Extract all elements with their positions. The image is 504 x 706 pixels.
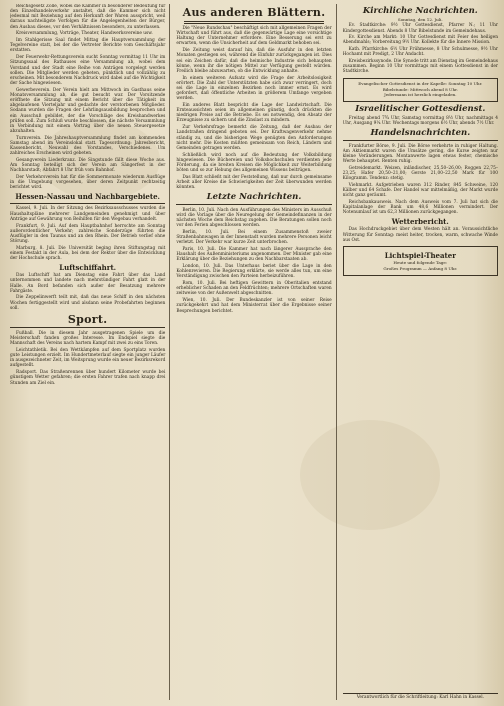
paragraph: Turnverein. Die Jahreshauptversammlung findet am kommenden Samstag abend im Vereinslokal statt. Tagesordnung: Jahresbericht, Kassenbericht, Neuwahl des Vorstandes, Verschiedenes. Um zahlreiches Erscheinen wird gebeten. (10, 135, 166, 157)
paragraph: Fußball. Die in diesem Jahr ausgetragenen Spiele um die Meisterschaft fanden großes Interesse. Im Endspiel siegte die Mannschaft des Vereins nach hartem Kampf mit zwei zu eins Toren. (10, 330, 166, 347)
paragraph: Ein anderes Blatt bespricht die Lage der Landwirtschaft. Die Ernteaussichten seien im allgemeinen günstig, doch drückten die niedrigen Preise auf die Betriebe. Es sei notwendig, den Absatz der Erzeugnisse zu sichern und die Zinslast zu mindern. (176, 102, 332, 124)
notice-line: Bibelstunde: Mittwoch abend 8 Uhr. (382, 86, 458, 92)
notice-line: Evangelischer Gottesdienst in der Kapelle: Sonntag 10 Uhr. (358, 80, 483, 86)
paragraph: Reichsbankausweis. Nach dem Ausweis vom 7. Juli hat sich die Kapitalanlage der Bank um 48,6 Millionen vermindert. Der Notenumlauf ist um 62,3 Millionen zurückgegangen. (342, 199, 498, 216)
paragraph: Kreisversammlung, Vorträge, Theater, Handwerksvereine usw. (16, 31, 153, 37)
paragraph: Reichsgesetz Zölle, wobei die Kammer in besonderer Bedeutung für den Einzelhandelsverkehr anstaltet, daß die Kammer sich nicht jedesmal mit Beziehung auf den Herkunft der Waren ausspricht, weil daraus nachteiligste Vorfolgen für die Angelegenheiten der Bürger, den Ausbau dieses, vor den Verhältnissen besonders, zu unterlassen. (10, 4, 166, 30)
column-1 (10, 4, 170, 700)
paragraph: Berlin, 10. Juli. Nach den Ausführungen des Ministers im Ausschuß wird die Vorlage über die Neuregelung der Gemeindefinanzen in der nächsten Woche dem Reichstag zugehen. Die Beratungen sollen noch vor den Ferien abgeschlossen werden. (176, 207, 332, 229)
paragraph: Im Stahlgerisse Saal findet Mittag die Hauptversammlung der Tegelvereine statt, bei der die Vertreter Berichte vom Geschäftsjahr erstatten. (10, 38, 166, 54)
paragraph: Kreisbezirkssynode. Die Synode tritt am Dienstag im Gemeindehaus zusammen. Beginn 10 Uhr vormittags mit einem Gottesdienst in der Stadtkirche. (342, 59, 498, 75)
advertisement-box (343, 246, 498, 276)
col1-blocks (10, 4, 165, 190)
paragraph: Das Blatt schließt mit der Feststellung, daß nur durch gemeinsame Arbeit aller Kreise die Schwierigkeiten der Zeit überwunden werden könnten. (176, 174, 332, 191)
paragraph: Freitag abend 7¾ Uhr, Samstag vormittag 8½ Uhr, nachmittags 4 Uhr, Ausgang 9¼ Uhr. Wochentags morgens 6½ Uhr, abends 7½ Uhr. (342, 115, 498, 126)
advertisement-title: Lichtspiel-Theater (384, 250, 456, 260)
paragraph: Gewerbeverein. Der Verein hielt am Mittwoch im Gasthaus seine Monatsversammlung ab, die gut besucht war. Der Vorsitzende eröffnete die Sitzung mit einem Bericht über die Tätigkeit im abgelaufenen Vierteljahr und gedachte der verstorbenen Mitglieder. Sodann wurden die Fragen der Lehrlingsausbildung besprochen und ein Ausschuß gebildet, der die Vorschläge des Kreishandwerkes prüfen soll. Zum Schluß wurde beschlossen, die nächste Versammlung in Verbindung mit einem Vortrag über die neuen Steuergesetze abzuhalten. (10, 87, 166, 134)
paragraph: Frankfurt, 9. Juli. Auf dem Hauptbahnhof herrschte am Sonntag außerordentlicher Verkehr; zahlreiche Sonderzüge führten die Ausflügler in den Taunus und an den Rhein. Der Betrieb verlief ohne Störung. (10, 223, 166, 244)
paragraph: Paris, 10. Juli. Die Kammer hat nach längerer Aussprache den Haushalt des Außenministeriums angenommen. Der Minister gab eine Erklärung über die Beziehungen zu den Nachbarstaaten ab. (176, 247, 332, 263)
paragraph: Rom, 10. Juli. Bei heftigen Gewittern in Oberitalien entstand erheblicher Schaden an den Feldfrüchten; mehrere Ortschaften waren zeitweise von der Außenwelt abgeschnitten. (176, 281, 332, 297)
page-footer: Verantwortlich für die Schriftleitung: Karl Hahn in Kassel. (343, 693, 498, 700)
section-heading: Letzte Nachrichten. (206, 192, 302, 203)
paragraph: Wien, 10. Juli. Der Bundeskanzler ist von seiner Reise zurückgekehrt und hat dem Ministerrat über die Ergebnisse seiner Besprechungen berichtet. (176, 298, 332, 314)
paragraph: Der Feuerwehr-Rettungsverein sucht Sonntag vormittag 11 Uhr im Sitzungssaal des Rathauses eine Versammlung ab, wobei dem Vorstand und der Stadt eine Reihe von Anträgen vorgelegt werden sollen. Die Mitglieder werden gebeten, pünktlich und vollzählig zu erscheinen. Mit besonderem Nachdruck wird dabei auf die Wichtigkeit der Sache hingewiesen. (10, 55, 166, 86)
paragraph: Die Zeitung weist darauf hin, daß die Ausfuhr in den letzten Monaten gestiegen sei, während die Einfuhr zurückgegangen ist. Dies sei ein Zeichen dafür, daß die heimische Industrie sich behaupten könne, wenn ihr die nötigen Mittel zur Verfügung gestellt würden. Freilich bleibe abzuwarten, ob die Entwicklung anhalte. (176, 48, 332, 74)
divider (10, 203, 165, 204)
advertisement-line: Heute und folgende Tage: (393, 259, 448, 265)
divider (343, 140, 498, 141)
section-heading: Hessen-Nassau und Nachbargebiete. (15, 192, 160, 202)
paragraph: Marburg, 8. Juli. Die Universität beging ihren Stiftungstag mit einem Festakt in der Aula, bei dem der Rektor über die Entwicklung der Hochschule sprach. (10, 245, 166, 262)
section-heading: Aus anderen Blättern. (182, 6, 326, 19)
divider (176, 204, 331, 205)
paragraph: Zur Verkehrsfrage bemerkt die Zeitung, daß der Ausbau der Landstraßen dringend geboten sei. Der Kraftwagenverkehr nehme ständig zu, und die bisherigen Wege genügten den Anforderungen nicht mehr. Die Kosten müßten gemeinsam von Reich, Ländern und Gemeinden getragen werden. (176, 125, 332, 151)
notice-line: Jedermann ist herzlich eingeladen. (384, 92, 457, 98)
divider (184, 21, 323, 24)
section-heading: Israelitischer Gottesdienst. (355, 104, 486, 115)
paragraph: Ev. Stadtkirche: 9½ Uhr Gottesdienst, Pfarrer N.; 11 Uhr Kindergottesdienst. Abends 8 Uhr Bibelstunde im Gemeindehaus. (342, 23, 498, 34)
paragraph: Die Zeppelinwerft teilt mit, daß das neue Schiff in den nächsten Wochen fertiggestellt wird und alsdann seine Probefahrten beginnen soll. (10, 295, 166, 311)
section-heading: Luftschiffahrt. (59, 263, 117, 273)
date-line: Sonntag, den 12. Juli. (397, 16, 443, 22)
paragraph: Ev. Kirche am Markt: 10 Uhr Gottesdienst mit Feier des heiligen Abendmahls; Vorbereitung 9½ Uhr. Kollekte für die Innere Mission. (342, 35, 498, 46)
paragraph: In einem weiteren Aufsatz wird die Frage der Arbeitslosigkeit erörtert. Die Zahl der Unterstützten habe sich zwar verringert, doch sei die Lage in einzelnen Bezirken noch immer ernst. Es wird gefordert, daß öffentliche Arbeiten in größerem Umfange vergeben werden. (176, 75, 332, 102)
paragraph: Schließlich wird noch auf die Bedeutung der Volksbildung hingewiesen. Die Büchereien und Volkshochschulen verdienten jede Förderung, da sie breiten Kreisen die Möglichkeit zur Weiterbildung böten und so zur Hebung des allgemeinen Wissens beitrügen. (176, 152, 332, 174)
paragraph: Frankfurter Börse, 9. Juli. Die Börse verkehrte in ruhiger Haltung. Am Aktienmarkt waren die Umsätze gering, die Kurse zeigten nur kleine Veränderungen. Montanwerte lagen etwas fester, chemische Werte behauptet. Renten ruhig. (342, 143, 498, 165)
paragraph: Viehmarkt. Aufgetrieben waren 312 Rinder, 845 Schweine, 120 Kälber und 64 Schafe. Der Handel war mittelmäßig, der Markt wurde nicht ganz geräumt. (342, 182, 498, 199)
divider (10, 327, 165, 328)
paragraph: Getreidemarkt. Weizen, inländischer, 25,50–26,00; Roggen 22,75–23,25; Hafer 20,50–21,00; Gerste 21,00–22,50 Mark für 100 Kilogramm. Tendenz: stetig. (342, 165, 498, 182)
section-heading: Handelsnachrichten. (370, 128, 471, 139)
paragraph: Das Hochdruckgebiet über dem Westen hält an. Voraussichtliche Witterung für Sonntag: meist heiter, trocken, warm, schwache Winde aus Ost. (342, 227, 498, 243)
paragraph: Leichtathletik. Bei den Wettkämpfen auf dem Sportplatz wurden gute Leistungen erzielt. Im Hundertmeterlauf siegte ein junger Läufer in ausgezeichneter Zeit, im Weitsprung wurde ein neuer Bezirksrekord aufgestellt. (10, 347, 166, 369)
section-heading: Sport. (67, 312, 108, 326)
section-heading: Kirchliche Nachrichten. (362, 6, 478, 16)
paragraph: Kath. Pfarrkirche: 6½ Uhr Frühmesse, 8 Uhr Schulmesse, 9½ Uhr Hochamt mit Predigt, 2 Uhr Andacht. (342, 47, 498, 58)
notice-box (343, 78, 498, 103)
paragraph: London, 10. Juli. Das Unterhaus beriet über die Lage in den Kohlenrevieren. Die Regierung erklärte, sie werde alles tun, um eine Verständigung zwischen den Parteien herbeizuführen. (176, 264, 332, 280)
paragraph: Die "Neue Rundschau" beschäftigt sich mit allgemeinen Fragen der Wirtschaft und führt aus, daß die gegenwärtige Lage eine vorsichtige Haltung der Unternehmer erfordere. Eine Besserung sei erst zu erwarten, wenn die Unsicherheit auf dem Geldmarkt behoben sei. (176, 26, 332, 47)
paragraph: Der Verkehrsverein hat für die Sommermonate wiederum Ausflüge in die Umgebung vorgesehen, über deren Zeitpunkt rechtzeitig berichtet wird. (10, 175, 166, 191)
paragraph: Berlin, 10. Juli. Bei einem Zusammenstoß zweier Straßenbahnwagen in der Innenstadt wurden mehrere Personen leicht verletzt. Der Verkehr war kurze Zeit unterbrochen. (176, 229, 332, 246)
paragraph: Das Luftschiff hat am Dienstag eine Fahrt über das Land unternommen und landete nach mehrstündiger Fahrt glatt in der Halle. An Bord befanden sich außer der Besatzung mehrere Fahrgäste. (10, 273, 166, 294)
advertisement-line: Großes Programm — Anfang 8 Uhr. (383, 265, 458, 271)
paragraph: Gesangverein Liederkranz. Die Singstunde fällt diese Woche aus. Am Sonntag beteiligt sich der Verein am Sängerfest in der Nachbarstadt; Abfahrt 8 Uhr früh vom Bahnhof. (10, 157, 166, 174)
column-2 (176, 4, 336, 700)
paragraph: Radsport. Das Straßenrennen über hundert Kilometer wurde bei günstigem Wetter gefahren; die ersten Fahrer trafen nach knapp drei Stunden am Ziel ein. (10, 370, 166, 386)
column-3 (343, 4, 498, 700)
paragraph: Kassel, 9. Juli. In der Sitzung des Bezirksausschusses wurden die Haushaltspläne mehrerer Landgemeinden genehmigt und über Anträge auf Gewährung von Beihilfen für den Wegebau verhandelt. (10, 206, 166, 222)
section-heading: Wetterbericht. (391, 217, 449, 227)
